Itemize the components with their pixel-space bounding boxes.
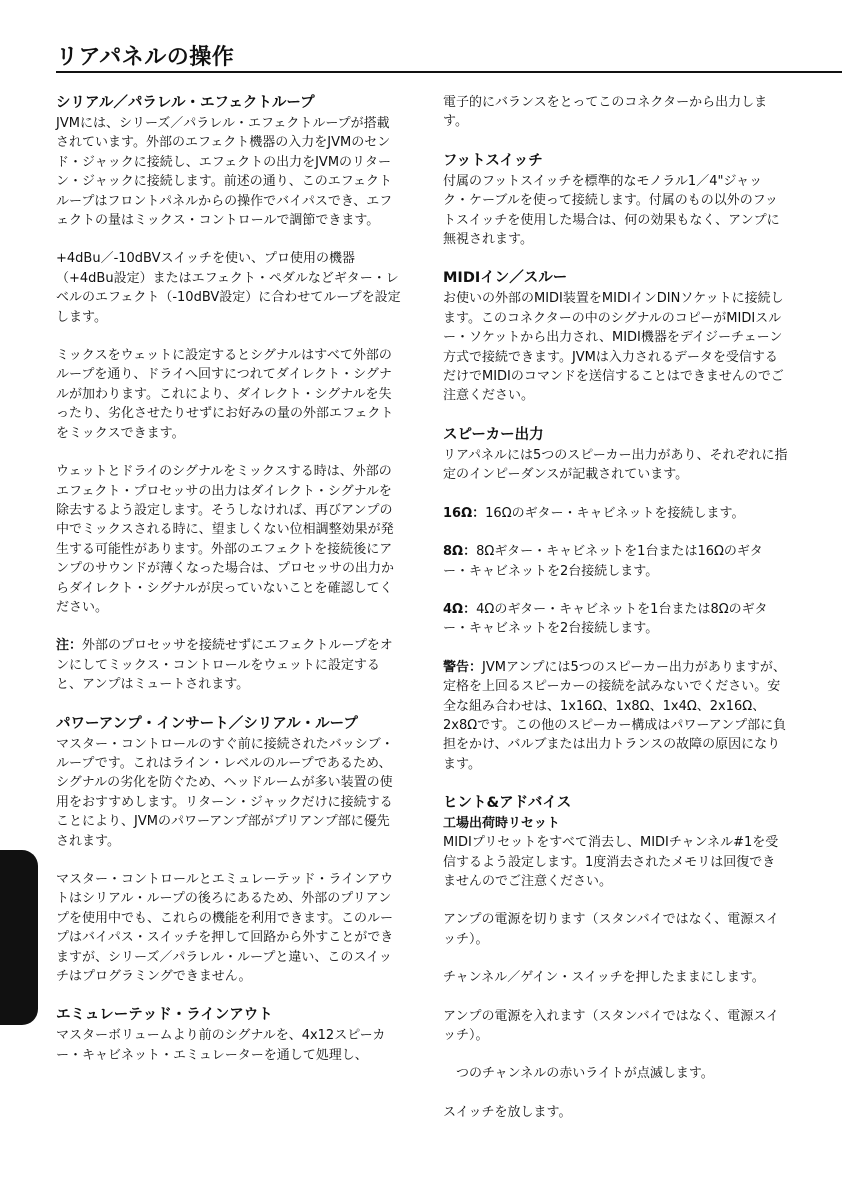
subsection-title-factory-reset: 工場出荷時リセット: [443, 816, 560, 832]
paragraph-8ohm: [443, 542, 788, 581]
paragraph: MIDIプリセットをすべて消去し、MIDIチャンネル#1を受信するよう設定します。1度消去されたメモリは回復できませんのでご注意ください。: [443, 835, 779, 889]
step-paragraph: アンプの電源を入れます（スタンバイではなく、電源スイッチ）。: [443, 1008, 780, 1043]
paragraph-16ohm: [443, 504, 788, 523]
paragraph: マスター・コントロールのすぐ前に接続されたバッシブ・ループです。これはライン・レベルのループであるため、シグナルの劣化を防ぐため、ヘッドルームが多い装置の使用をおすすめします。リターン・ジャックだけに接続することにより、JVMのパワーアンプ部がプリアンプ部に優先されます。: [56, 736, 394, 849]
page-title: リアパネルの操作: [56, 45, 235, 70]
impedance-text: 4Ωのギター・キャビネットを1台または8Ωのギター・キャビネットを2台接続します。: [443, 601, 768, 637]
impedance-label: 8Ω：: [443, 544, 477, 560]
section-title-speaker-outputs: スピーカー出力: [443, 426, 544, 443]
note-text: 外部のプロセッサを接続せずにエフェクトループをオンにしてミックス・コントロールをウェットに設定すると、アンプはミュートされます。: [56, 638, 393, 693]
left-column: [56, 93, 401, 1065]
impedance-text: 8Ωギター・キャビネットを1台または16Ωのギター・キャビネットを2台接続します。: [443, 544, 763, 579]
section-tips: [443, 793, 788, 1122]
paragraph: ミックスをウェットに設定するとシグナルはすべて外部のループを通り、ドライへ回すにつれてダイレクト・シグナルが加わります。これにより、ダイレクト・シグナルを失ったり、劣化させたりせずにお好みの量の外部エフェクトをミックスできます。: [56, 348, 394, 441]
paragraph: お使いの外部のMIDI装置をMIDIインDINソケットに接続します。このコネクターの中のシグナルのコピーがMIDIスルー・ソケットから出力され、MIDI機器をデイジーチェーン方式で接続できます。JVMは入力されるデータを受信するだけでMIDIのコマンドを送信することはできませんのでご注意ください。: [443, 291, 784, 404]
paragraph: マスター・コントロールとエミュレーテッド・ラインアウトはシリアル・ループの後ろにあるため、外部のプリアンプを使用中でも、これらの機能を利用できます。このループはバイパス・スイッチを押して回路から外すことができますが、シリーズ／パラレル・ループと違い、このスイッチはプログラミングできません。: [56, 872, 394, 985]
paragraph: 電子的にバランスをとってこのコネクターから出力します。: [443, 95, 768, 130]
impedance-label: 4Ω：: [443, 601, 477, 617]
section-effects-loop: [56, 93, 401, 695]
note-paragraph: [56, 636, 401, 694]
paragraph-4ohm: [443, 600, 788, 639]
warning-paragraph: [443, 658, 788, 774]
step-paragraph: チャンネル／ゲイン・スイッチを押したままにします。: [443, 970, 765, 986]
paragraph: リアパネルには5つのスピーカー出力があり、それぞれに指定のインピーダンスが記載されています。: [443, 447, 788, 483]
section-title-power-amp-insert: パワーアンプ・インサート／シリアル・ループ: [56, 715, 358, 732]
step-paragraph: つのチャンネルの赤いライトが点滅します。: [443, 1066, 714, 1082]
step-paragraph: スイッチを放します。: [443, 1104, 572, 1120]
section-footswitch: [443, 151, 788, 250]
section-title-midi: MIDIイン／スルー: [443, 270, 568, 287]
title-rule: [56, 71, 842, 73]
section-title-tips: ヒント&アドバイス: [443, 795, 572, 812]
paragraph: マスターボリュームより前のシグナルを、4x12スピーカー・キャビネット・エミュレーターを通して処理し、: [56, 1028, 386, 1063]
section-title-effects-loop: シリアル／パラレル・エフェクトループ: [56, 95, 315, 111]
paragraph: +4dBu／-10dBVスイッチを使い、プロ使用の機器（+4dBu設定）またはエフェクト・ペダルなどギター・レベルのエフェクト（-10dBV設定）に合わせてループを設定します。: [56, 251, 401, 325]
step-paragraph: アンプの電源を切ります（スタンバイではなく、電源スイッチ）。: [443, 912, 780, 947]
paragraph: JVMには、シリーズ／パラレル・エフェクトループが搭載されています。外部のエフェクト機器の入力をJVMのセンド・ジャックに接続し、エフェクトの出力をJVMのリターン・ジャックに接続します。前述の通り、このエフェクトループはフロントパネルからの操作でバイパスでき、エフェクトの量はミックス・コントロールで調節できます。: [56, 116, 393, 229]
section-title-emulated-line-out: エミュレーテッド・ラインアウト: [56, 1007, 273, 1024]
impedance-text: 16Ωのギター・キャビネットを接続します。: [485, 505, 745, 521]
section-title-footswitch: フットスイッチ: [443, 152, 543, 169]
section-emulated-line-out: [56, 1005, 401, 1065]
paragraph: 付属のフットスイッチを標準的なモノラル1／4"ジャック・ケーブルを使って接続します。付属のもの以外のフットスイッチを使用した場合は、何の効果もなく、アンプに無視されます。: [443, 173, 780, 248]
warning-text: JVMアンプには5つのスピーカー出力がありますが、定格を上回るスピーカーの接続を試みないでください。安全な組み合わせは、1x16Ω、1x8Ω、1x4Ω、2x16Ω、2x8Ωです。この他のスピーカー構成はパワーアンプ部に負担をかけ、バルブまたは出力トランスの故障の原因になります。: [443, 659, 787, 772]
section-power-amp-insert: [56, 714, 401, 987]
section-midi: [443, 268, 788, 405]
right-column: [443, 93, 788, 1122]
section-speaker-outputs: [443, 425, 788, 774]
section-emulated-line-out-cont: [443, 93, 788, 132]
paragraph: ウェットとドライのシグナルをミックスする時は、外部のエフェクト・プロセッサの出力はダイレクト・シグナルを除去するよう設定します。そうしなければ、再びアンプの中でミックスされる時に、望ましくない位相調整効果が発生する可能性があります。外部のエフェクトを接続後にアンプのサウンドが薄くなった場合は、プロセッサの出力からダイレクト・シグナルが戻っていないことを確認してください。: [56, 464, 395, 615]
impedance-label: 16Ω：: [443, 505, 486, 521]
side-tab-marker: [0, 850, 38, 1025]
warning-label: 警告：: [443, 659, 483, 675]
note-label: 注：: [56, 638, 83, 654]
